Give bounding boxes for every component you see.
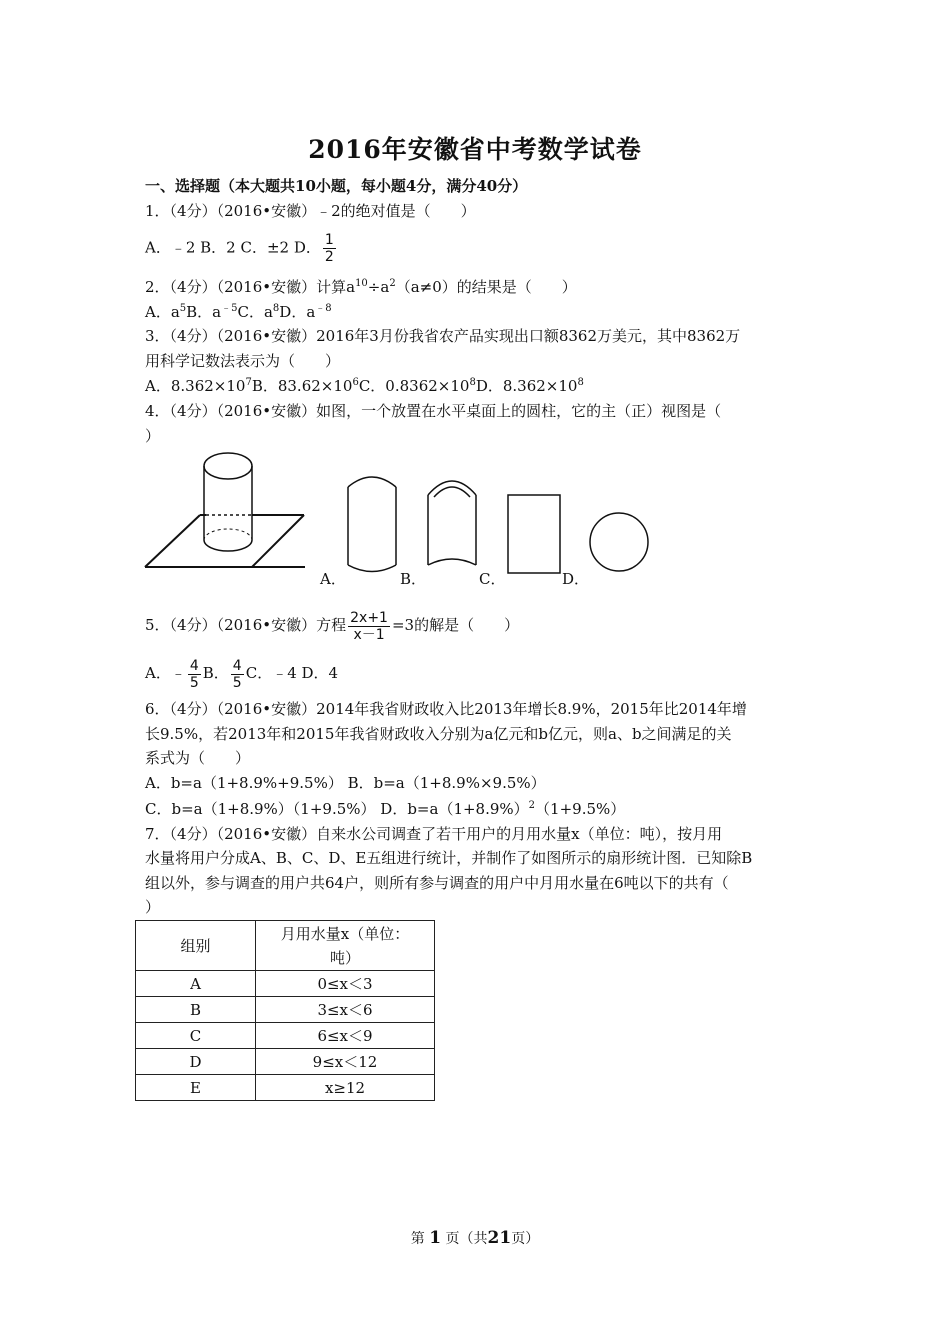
question-4: 4．（4分）（2016•安徽）如图，一个放置在水平桌面上的圆柱，它的主（正）视图是（ (145, 402, 722, 420)
water-usage-table (135, 920, 435, 1101)
page-title: 2016年安徽省中考数学试卷 (308, 135, 642, 164)
question-5-options: A．﹣ $\frac{4}{5}$ B． $\frac{4}{5}$ C．﹣4 D．4 (145, 657, 339, 691)
question-7-cont3: ） (145, 898, 161, 916)
option-c-shape (508, 495, 560, 573)
fraction: $\frac{1}{2}$ (324, 232, 334, 265)
question-2: 2．（4分）（2016•安徽）计算$a^{10}\div a^2(a\ne 0)$的结果是（ ） (145, 278, 577, 296)
page-footer: 第 1 页（共21页） (410, 1228, 540, 1248)
table-row: B 3≤x＜6 (136, 997, 435, 1023)
question-3: 3．（4分）（2016•安徽）2016年3月份我省农产品实现出口额8362万美元，其中8362万 (145, 327, 741, 345)
table-row: D 9≤x＜12 (136, 1049, 435, 1075)
question-2-options: A．$a^5B$．$a^{﹣5}C$．$a^8D$．$a^{﹣8}$ (145, 303, 332, 321)
option-b-label: B． (400, 570, 427, 588)
question-7-cont: 水量将用户分成A、B、C、D、E五组进行统计，并制作了如图所示的扇形统计图．已知除B (145, 849, 753, 867)
option-a-shape (348, 477, 396, 572)
question-7-cont2: 组以外，参与调查的用户共64户，则所有参与调查的用户中月用水量在6吨以下的共有（ (145, 874, 729, 892)
question-3-cont: 用科学记数法表示为（ ） (145, 352, 341, 370)
question-6-cont2: 系式为（ ） (145, 749, 251, 767)
table-row: E x≥12 (136, 1075, 435, 1101)
question-1-options: A．﹣2 B．2 C．±2 D． $\frac{1}{2}$ (145, 232, 334, 265)
question-6-options-cd: C．b=a（1+8.9%）（1+9.5%） D．$b=a(1+8.9\%)^2(1+9.5\%)$ (145, 800, 626, 818)
cylinder-figure (140, 445, 660, 585)
question-3-options: A．$8.362\times 10^7B$．$83.62\times 10^6C$．$0.8362\times 10^8D$．$8.362\times 10^8$ (145, 377, 584, 395)
option-d-label: D． (562, 570, 590, 588)
option-c-label: C． (479, 570, 506, 588)
option-d-shape (590, 513, 648, 571)
table-row: C 6≤x＜9 (136, 1023, 435, 1049)
option-b-shape (428, 481, 476, 565)
question-6-options-ab: A．b=a（1+8.9%+9.5%） B．b=a（1+8.9%×9.5%） (145, 774, 546, 792)
question-1: 1．（4分）（2016•安徽）﹣2的绝对值是（ ） (145, 202, 476, 220)
cylinder-on-table-drawing (145, 453, 305, 567)
header-usage: 月用水量x（单位： 吨） (256, 921, 435, 971)
question-4-cont: ） (145, 427, 161, 445)
question-6-cont: 长9.5%，若2013年和2015年我省财政收入分别为a亿元和b亿元，则a、b之间满足的关 (145, 725, 732, 743)
table-header-row (136, 921, 435, 971)
page-number: 1 (429, 1228, 442, 1248)
table-row: A 0≤x＜3 (136, 971, 435, 997)
question-5: 5．（4分）（2016•安徽）方程 $\frac{2x+1}{x-1}$ =3的解是（ ） (145, 609, 520, 643)
header-group: 组别 (136, 921, 256, 971)
question-7: 7．（4分）（2016•安徽）自来水公司调查了若干用户的月用水量x（单位：吨），按月用 (145, 825, 723, 843)
option-a-label: A． (320, 570, 346, 588)
section-heading: 一、选择题（本大题共10小题，每小题4分，满分40分） (145, 177, 528, 195)
equation-fraction: $\frac{2x+1}{x-1}$ (350, 609, 388, 643)
question-6: 6．（4分）（2016•安徽）2014年我省财政收入比2013年增长8.9%，2015年比2014年增 (145, 700, 747, 718)
total-pages: 21 (487, 1228, 512, 1248)
